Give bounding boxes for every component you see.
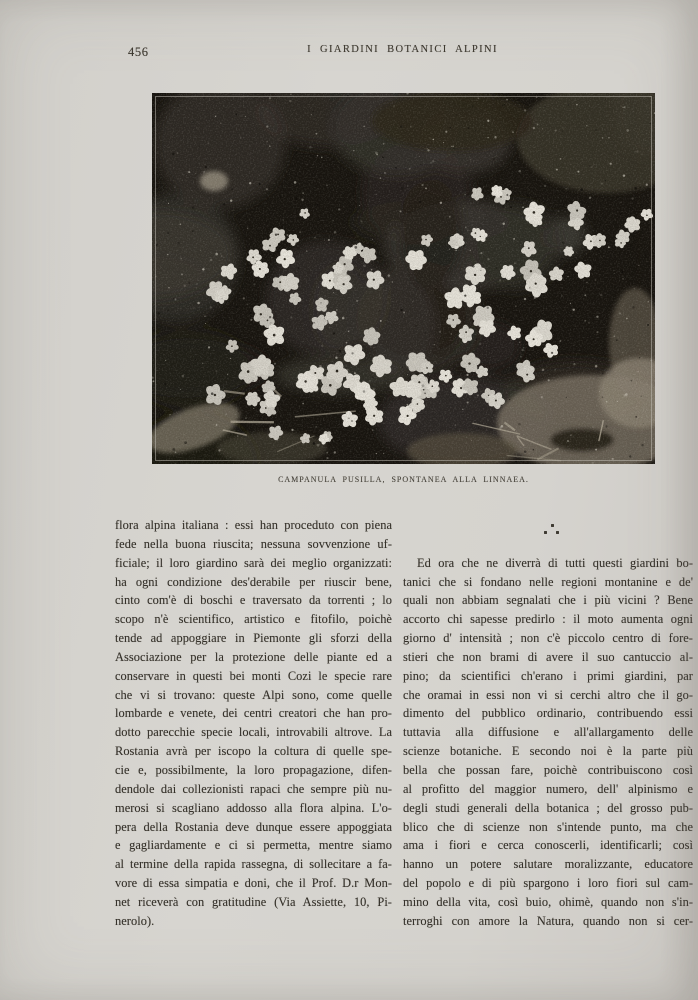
text-line: hanno un potere salutare moralizzante, educatore xyxy=(403,857,693,872)
text-line: pino; da scientifici ch'erano i primi giardini, par xyxy=(403,668,693,683)
column-left xyxy=(115,516,392,931)
text-line: accorto chi sapesse predirlo : il moto aumenta ogni xyxy=(403,612,693,627)
text-line: scienze botaniche. E secondo noi è la parte più xyxy=(403,744,693,759)
text-line: e gagliardamente e ci si permetta, mentre siamo xyxy=(115,838,392,853)
text-line: ha ogni condizione des'derabile per riuscir bene, xyxy=(115,574,392,589)
text-line: Ed ora che ne diverrà di tutti questi giardini bo- xyxy=(417,555,693,570)
page-number: 456 xyxy=(128,45,149,59)
text-line: net riceverà con gratitudine (Via Assiette, 10, Pi- xyxy=(115,894,392,909)
text-line: terroghi con amore la Natura, quando non si cer- xyxy=(403,913,693,928)
page-header xyxy=(115,44,690,62)
text-line: fede nella buona riuscita; nessuna sovvenzione uf- xyxy=(115,536,392,551)
text-line: ama i fiori e cerca conoscerli, identificarli; così xyxy=(403,838,693,853)
text-line: nerolo). xyxy=(115,913,155,928)
text-line: stieri che non brami di avere il suo cantuccio al- xyxy=(403,649,693,664)
text-line: Rostania avrà per iscopo la coltura di quelle spe- xyxy=(115,744,392,759)
text-line: pera della Rostania deve dunque essere appoggiata xyxy=(115,819,392,834)
text-line: scopo n'è scientifico, artistico e fitofilo, poichè xyxy=(115,612,392,627)
text-line: cie e, possibilmente, la loro propagazione, difen- xyxy=(115,762,392,777)
asterism-dot xyxy=(544,531,547,534)
text-line: tende ad appoggiare in Piemonte gli sforzi della xyxy=(115,631,392,646)
text-line: degli studi generali della botanica ; del grosso pub- xyxy=(403,800,693,815)
text-line: conservare in questi bei monti Cozi le specie rare xyxy=(115,668,392,683)
text-line: del popolo e di più spargono i loro fiori sul cam- xyxy=(403,876,693,891)
text-line: Associazione per la protezione delle piante ed a xyxy=(115,649,392,664)
text-line: bella che possan fare, poichè contribuiscono così xyxy=(403,762,693,777)
asterism-ornament xyxy=(403,516,693,554)
asterism-dot xyxy=(551,524,554,527)
text-line: mino della vita, così buio, ohimè, quando non s'in- xyxy=(403,894,693,909)
text-line: quali non abbiam segnalati che i più vicini ? Bene xyxy=(403,593,693,608)
text-line: dotto parecchie specie locali, introvabili altrove. La xyxy=(115,725,392,740)
text-line: giorno d' intensità ; non c'è piccolo centro di fore- xyxy=(403,631,693,646)
text-line: tuttavia alla diffusione e all'allargamento delle xyxy=(403,725,693,740)
grain-dark xyxy=(152,93,655,464)
campanula-photo xyxy=(152,93,655,464)
text-line: lombarde e venete, dei centri creatori che han pro- xyxy=(115,706,392,721)
text-line: cinto com'è di boschi e traversato da torrenti ; lo xyxy=(115,593,392,608)
running-title: I GIARDINI BOTANICI ALPINI xyxy=(307,44,498,55)
text-line: flora alpina italiana : essi han proceduto con piena xyxy=(115,518,392,532)
photograph xyxy=(152,93,655,464)
text-line: che vi si trovano: queste Alpi sono, come quelle xyxy=(115,687,392,702)
text-line: che oramai in essi non vi si cerchi altro che il go- xyxy=(403,687,693,702)
asterism-dot xyxy=(556,531,559,534)
text-line: ficiale; il loro giardino sarà dei meglio organizzati: xyxy=(115,555,392,570)
text-line: al profitto del maggior numero, dell' alpinismo e xyxy=(403,781,693,796)
text-line: dimento del pubblico ordinario, contribuendo essi xyxy=(403,706,693,721)
text-columns xyxy=(115,516,693,931)
figure-caption: CAMPANULA PUSILLA, SPONTANEA ALLA LINNAEA. xyxy=(278,475,529,484)
column-right-lines xyxy=(403,554,693,931)
text-line: merosi si scagliano addosso alla flora alpina. L'o- xyxy=(115,800,392,815)
text-line: blico che di scienze non s'intende punto, ma che xyxy=(403,819,693,834)
text-line: al termine della rapida rassegna, di sollecitare a fa- xyxy=(115,857,392,872)
text-line: vore di essa simpatia e doni, che il Prof. D.r Mon- xyxy=(115,876,392,891)
text-line: dendole dai collezionisti rapaci che sempre più nu- xyxy=(115,781,392,796)
text-line: tanici che si fondano nelle regioni montanine e de' xyxy=(403,574,693,589)
column-right xyxy=(403,516,693,931)
